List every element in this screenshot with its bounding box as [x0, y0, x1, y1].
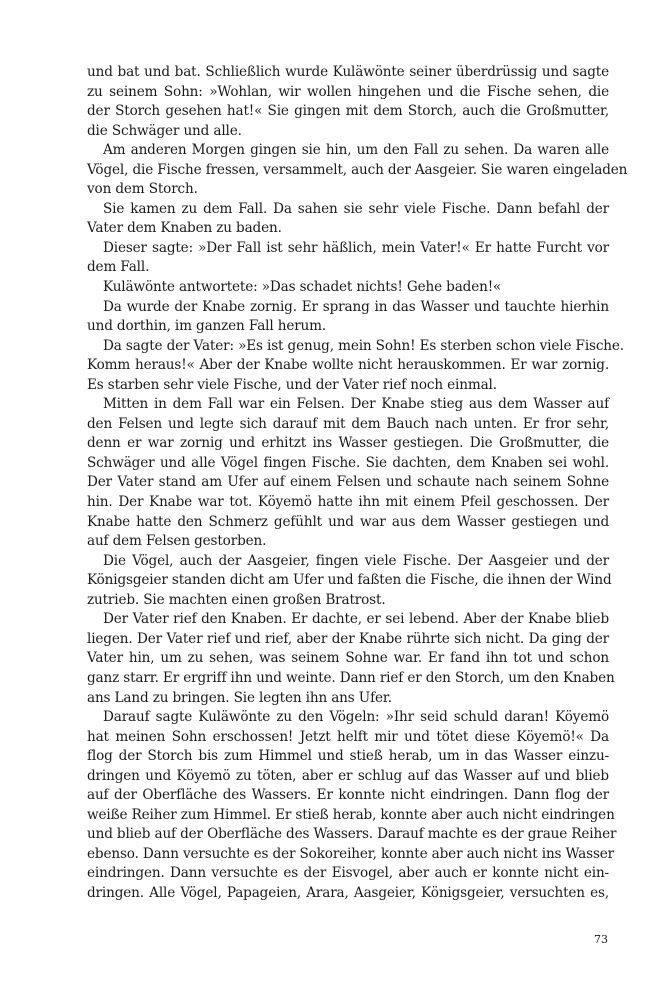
text-line: und dorthin, im ganzen Fall herum.	[87, 318, 327, 335]
text-line: Vater dem Knaben zu baden.	[87, 220, 282, 237]
text-line: denn er war zornig und erhitzt ins Wasser gestiegen. Die Großmutter, die	[87, 435, 609, 452]
text-line: Da wurde der Knabe zornig. Er sprang in das Wasser und tauchte hierhin	[103, 298, 609, 315]
text-line: zutrieb. Sie machten einen großen Bratrost.	[87, 591, 386, 608]
page-number: 73	[594, 933, 608, 946]
text-line: Kuläwönte antwortete: »Das schadet nichts! Gehe baden!«	[103, 279, 502, 296]
text-line: hat meinen Sohn erschossen! Jetzt helft mir und tötet diese Köyemö!« Da	[87, 728, 609, 745]
text-line: auf der Oberfläche des Wassers. Er konnte nicht eindringen. Dann flog der	[87, 787, 609, 804]
text-line: Schwäger und alle Vögel fingen Fische. Sie dachten, dem Knaben sei wohl.	[87, 454, 609, 471]
text-line: zu seinem Sohn: »Wohlan, wir wollen hingehen und die Fische sehen, die	[87, 83, 609, 100]
text-line: und bat und bat. Schließlich wurde Kuläwönte seiner überdrüssig und sagte	[87, 64, 609, 80]
text-line: Vögel, die Fische fressen, versammelt, auch der Aasgeier. Sie waren eingeladen	[87, 161, 628, 178]
text-line: Komm heraus!« Aber der Knabe wollte nicht herauskommen. Er war zornig.	[87, 357, 609, 374]
text-line: Knabe hatte den Schmerz gefühlt und war aus dem Wasser gestiegen und	[87, 513, 609, 530]
text-line: ebenso. Dann versuchte es der Sokoreiher, konnte aber auch nicht ins Wasser	[87, 845, 615, 862]
text-line: weiße Reiher zum Himmel. Er stieß herab, konnte aber auch nicht eindringen	[87, 806, 615, 823]
text-line: die Schwäger und alle.	[87, 122, 242, 139]
text-line: Die Vögel, auch der Aasgeier, fingen viele Fische. Der Aasgeier und der	[103, 552, 609, 569]
text-line: den Felsen und legte sich darauf mit dem Bauch nach unten. Er fror sehr,	[87, 415, 609, 432]
text-line: Vater hin, um zu sehen, was seinem Sohne war. Er fand ihn tot und schon	[87, 650, 609, 667]
text-line: dem Fall.	[87, 259, 150, 276]
text-line: Sie kamen zu dem Fall. Da sahen sie sehr viele Fische. Dann befahl der	[103, 200, 609, 217]
text-line: dringen. Alle Vögel, Papageien, Arara, Aasgeier, Königsgeier, versuchten es,	[87, 884, 609, 901]
text-line: Mitten in dem Fall war ein Felsen. Der Knabe stieg aus dem Wasser auf	[103, 396, 609, 413]
text-line: der Storch gesehen hat!« Sie gingen mit dem Storch, auch die Großmutter,	[87, 103, 609, 120]
text-line: auf dem Felsen gestorben.	[87, 533, 267, 550]
text-line: Der Vater stand am Ufer auf einem Felsen und schaute nach seinem Sohne	[87, 474, 609, 491]
text-line: von dem Storch.	[87, 181, 198, 198]
text-line: Dieser sagte: »Der Fall ist sehr häßlich, mein Vater!« Er hatte Furcht vor	[103, 239, 609, 256]
text-line: flog der Storch bis zum Himmel und stieß herab, um in das Wasser einzu-	[87, 748, 609, 765]
text-line: dringen und Köyemö zu töten, aber er schlug auf das Wasser auf und blieb	[87, 767, 609, 784]
body-text	[87, 63, 628, 923]
text-line: eindringen. Dann versuchte es der Eisvogel, aber auch er konnte nicht ein-	[87, 865, 609, 882]
text-line: Der Vater rief den Knaben. Er dachte, er sei lebend. Aber der Knabe blieb	[103, 611, 609, 628]
text-line: Darauf sagte Kuläwönte zu den Vögeln: »Ihr seid schuld daran! Köyemö	[103, 709, 609, 726]
text-line: ganz starr. Er ergriff ihn und weinte. Dann rief er den Storch, um den Knaben	[87, 669, 615, 686]
text-line: Es starben sehr viele Fische, und der Vater rief noch einmal.	[87, 376, 497, 393]
text-line: Am anderen Morgen gingen sie hin, um den Fall zu sehen. Da waren alle	[103, 142, 609, 159]
text-line: hin. Der Knabe war tot. Köyemö hatte ihn mit einem Pfeil geschossen. Der	[87, 494, 609, 511]
text-line	[87, 904, 609, 924]
text-line: Da sagte der Vater: »Es ist genug, mein Sohn! Es sterben schon viele Fische.	[103, 337, 624, 354]
text-line: ans Land zu bringen. Sie legten ihn ans Ufer.	[87, 689, 392, 706]
text-line: und blieb auf der Oberfläche des Wassers. Darauf machte es der graue Reiher	[87, 826, 617, 843]
text-line: Königsgeier standen dicht am Ufer und faßten die Fische, die ihnen der Wind	[87, 572, 612, 589]
text-line: liegen. Der Vater rief und rief, aber der Knabe rührte sich nicht. Da ging der	[87, 630, 609, 647]
